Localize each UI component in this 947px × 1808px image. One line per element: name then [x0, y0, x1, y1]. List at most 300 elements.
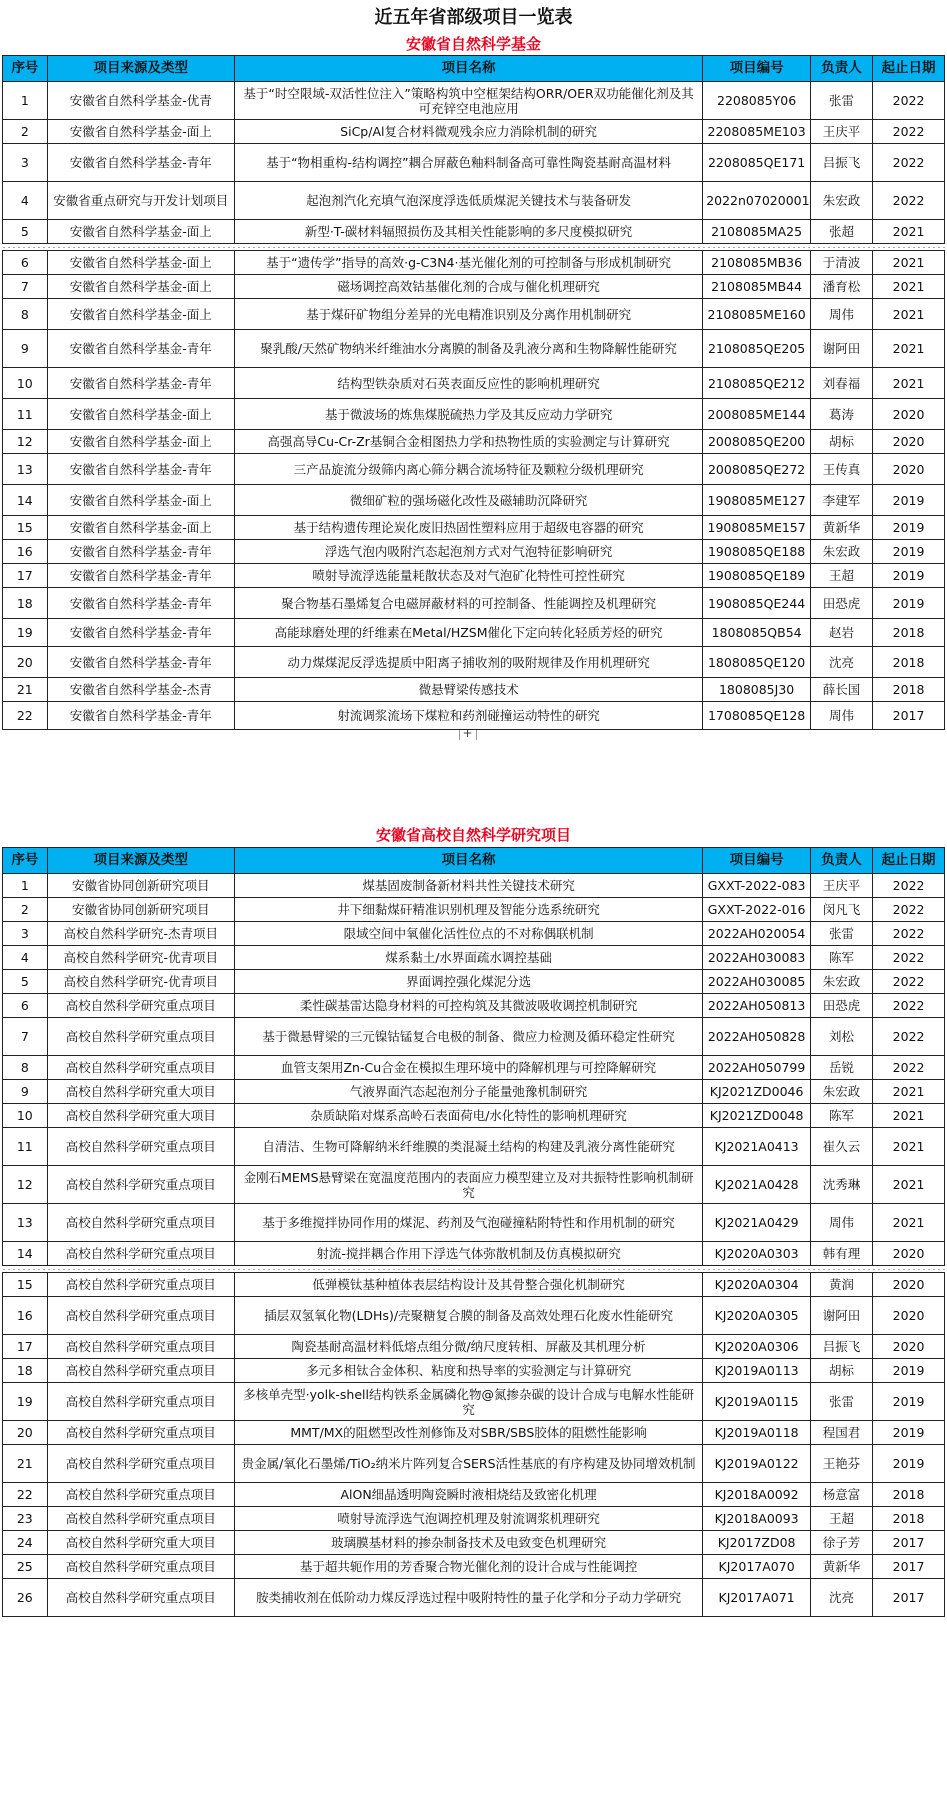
table-row	[3, 1080, 945, 1104]
table-cell: 2021	[873, 275, 945, 299]
table-row	[3, 647, 945, 678]
table-cell: 4	[3, 946, 48, 970]
table-cell: 喷射导流浮选气泡调控机理及射流调浆机理研究	[234, 1507, 702, 1531]
table-cell: 1808085J30	[703, 678, 811, 702]
table-cell: 2008085ME144	[703, 399, 811, 430]
table-cell: 3	[3, 922, 48, 946]
table-cell: 安徽省自然科学基金-面上	[47, 516, 234, 540]
table-cell: 高校自然科学研究重点项目	[47, 1128, 234, 1166]
table-cell: 2019	[873, 485, 945, 516]
table-cell: 2108085MB36	[703, 251, 811, 275]
table-cell: 1908085QE244	[703, 588, 811, 619]
table-cell: 2022	[873, 970, 945, 994]
table-cell: 20	[3, 647, 48, 678]
table-cell: 1808085QB54	[703, 619, 811, 647]
table-cell: 赵岩	[811, 619, 873, 647]
table-cell: 安徽省自然科学基金-面上	[47, 399, 234, 430]
table-cell: 17	[3, 564, 48, 588]
table-cell: 2022	[873, 922, 945, 946]
table-cell: KJ2021A0429	[703, 1204, 811, 1242]
table-cell: KJ2021A0413	[703, 1128, 811, 1166]
table-cell: 周伟	[811, 702, 873, 730]
insert-row	[3, 730, 945, 741]
table-cell: 田恐虎	[811, 994, 873, 1018]
table-cell: KJ2019A0115	[703, 1383, 811, 1421]
column-header: 项目来源及类型	[47, 848, 234, 874]
table-row	[3, 182, 945, 220]
table-cell: 高校自然科学研究重点项目	[47, 1359, 234, 1383]
table-cell: 26	[3, 1579, 48, 1617]
table-cell: 杂质缺陷对煤系高岭石表面荷电/水化特性的影响机理研究	[234, 1104, 702, 1128]
header-row	[3, 56, 945, 82]
table-cell: 19	[3, 619, 48, 647]
table-cell: SiCp/Al复合材料微观残余应力消除机制的研究	[234, 120, 702, 144]
table-cell: 16	[3, 1297, 48, 1335]
table-cell: 安徽省重点研究与开发计划项目	[47, 182, 234, 220]
table-row	[3, 516, 945, 540]
table-cell: 11	[3, 1128, 48, 1166]
table-cell: 22	[3, 702, 48, 730]
table-row	[3, 454, 945, 485]
table-cell: 杨意富	[811, 1483, 873, 1507]
table-cell: KJ2020A0303	[703, 1242, 811, 1266]
table-cell: 1908085QE189	[703, 564, 811, 588]
table-cell: 高校自然科学研究重点项目	[47, 1507, 234, 1531]
table-cell: 2018	[873, 619, 945, 647]
table-row	[3, 1483, 945, 1507]
table-cell: 7	[3, 1018, 48, 1056]
table-cell: 2018	[873, 678, 945, 702]
table-cell: 2008085QE200	[703, 430, 811, 454]
table-cell: 19	[3, 1383, 48, 1421]
table-cell: 安徽省自然科学基金-面上	[47, 275, 234, 299]
table-cell: 2021	[873, 220, 945, 244]
table-cell: 安徽省自然科学基金-面上	[47, 251, 234, 275]
column-header: 项目编号	[703, 56, 811, 82]
table-cell: 陈军	[811, 946, 873, 970]
table-cell: 气液界面汽态起泡剂分子能量弛豫机制研究	[234, 1080, 702, 1104]
table-cell: 安徽省自然科学基金-面上	[47, 430, 234, 454]
table-cell: 王超	[811, 564, 873, 588]
table-cell: 高校自然科学研究重点项目	[47, 1166, 234, 1204]
table-cell: 金刚石MEMS悬臂梁在宽温度范围内的表面应力模型建立及对共振特性影响机制研究	[234, 1166, 702, 1204]
table-cell: KJ2021ZD0048	[703, 1104, 811, 1128]
table-cell: 2017	[873, 1579, 945, 1617]
table-cell: 胺类捕收剂在低阶动力煤反浮选过程中吸附特性的量子化学和分子动力学研究	[234, 1579, 702, 1617]
table-row	[3, 399, 945, 430]
column-header: 负责人	[811, 56, 873, 82]
table-row	[3, 1421, 945, 1445]
table-row	[3, 970, 945, 994]
table-cell: 高校自然科学研究重点项目	[47, 994, 234, 1018]
table-cell: KJ2020A0306	[703, 1335, 811, 1359]
table-cell: 2021	[873, 299, 945, 330]
table-cell: 基于煤矸矿物组分差异的光电精准识别及分离作用机制研究	[234, 299, 702, 330]
table-row	[3, 1335, 945, 1359]
table-cell: 2022AH020054	[703, 922, 811, 946]
table-cell: 张超	[811, 220, 873, 244]
table-row	[3, 1273, 945, 1297]
table-row	[3, 540, 945, 564]
table-cell: 浮选气泡内吸附汽态起泡剂方式对气泡特征影响研究	[234, 540, 702, 564]
table-cell: KJ2019A0113	[703, 1359, 811, 1383]
column-header: 项目名称	[234, 56, 702, 82]
table-cell: GXXT-2022-083	[703, 874, 811, 898]
table-cell: 24	[3, 1531, 48, 1555]
table-cell: 高校自然科学研究重点项目	[47, 1421, 234, 1445]
table-cell: 安徽省自然科学基金-青年	[47, 702, 234, 730]
table-cell: 安徽省自然科学基金-面上	[47, 120, 234, 144]
table-cell: 起泡剂汽化充填气泡深度浮选低质煤泥关键技术与装备研发	[234, 182, 702, 220]
table-cell: 7	[3, 275, 48, 299]
table-cell: 2022AH030085	[703, 970, 811, 994]
table-row	[3, 1104, 945, 1128]
table-cell: 张雷	[811, 82, 873, 120]
table-row	[3, 898, 945, 922]
table-cell: 2019	[873, 540, 945, 564]
table-cell: 2019	[873, 516, 945, 540]
table-cell: 2018	[873, 1483, 945, 1507]
table-cell: 磁场调控高效钴基催化剂的合成与催化机理研究	[234, 275, 702, 299]
table-cell: 安徽省自然科学基金-青年	[47, 144, 234, 182]
table-cell: 高强高导Cu-Cr-Zr基铜合金相图热力学和热物性质的实验测定与计算研究	[234, 430, 702, 454]
table-cell: 黄润	[811, 1273, 873, 1297]
add-row-button[interactable]: +	[459, 730, 477, 741]
table-cell: 21	[3, 1445, 48, 1483]
table-row	[3, 1056, 945, 1080]
table-cell: 井下细黏煤矸精准识别机理及智能分选系统研究	[234, 898, 702, 922]
table-cell: 吕振飞	[811, 144, 873, 182]
table-cell: 2022AH050813	[703, 994, 811, 1018]
table-cell: 安徽省自然科学基金-青年	[47, 454, 234, 485]
table-cell: 聚合物基石墨烯复合电磁屏蔽材料的可控制备、性能调控及机理研究	[234, 588, 702, 619]
table-cell: 高校自然科学研究重点项目	[47, 1297, 234, 1335]
table-cell: 微悬臂梁传感技术	[234, 678, 702, 702]
table-cell: 6	[3, 251, 48, 275]
table-cell: 安徽省自然科学基金-青年	[47, 619, 234, 647]
table-cell: 三产品旋流分级筛内离心筛分耦合流场特征及颗粒分级机理研究	[234, 454, 702, 485]
table-cell: 喷射导流浮选能量耗散状态及对气泡矿化特性可控性研究	[234, 564, 702, 588]
table-cell: 23	[3, 1507, 48, 1531]
table-anhui-nsf	[2, 55, 945, 740]
table-cell: 安徽省自然科学基金-青年	[47, 588, 234, 619]
table-cell: 沈亮	[811, 1579, 873, 1617]
table-cell: 胡标	[811, 430, 873, 454]
table-cell: 高校自然科学研究重点项目	[47, 1335, 234, 1359]
table-cell: 2021	[873, 1128, 945, 1166]
table-cell: 2108085MA25	[703, 220, 811, 244]
table-cell: 2108085ME160	[703, 299, 811, 330]
table-cell: 朱宏政	[811, 970, 873, 994]
table-row	[3, 922, 945, 946]
table-cell: 2017	[873, 702, 945, 730]
table-cell: KJ2018A0093	[703, 1507, 811, 1531]
table-row	[3, 275, 945, 299]
table-cell: 高能球磨处理的纤维素在Metal/HZSM催化下定向转化轻质芳烃的研究	[234, 619, 702, 647]
table-row	[3, 368, 945, 399]
table-cell: 基于“物相重构-结构调控”耦合屏蔽色釉料制备高可靠性陶瓷基耐高温材料	[234, 144, 702, 182]
table-cell: 陶瓷基耐高温材料低熔点组分微/纳尺度转相、屏蔽及其机理分析	[234, 1335, 702, 1359]
table-cell: 2018	[873, 1507, 945, 1531]
table-cell: 高校自然科学研究重点项目	[47, 1273, 234, 1297]
table-cell: 高校自然科学研究重大项目	[47, 1104, 234, 1128]
table-row	[3, 1531, 945, 1555]
table-row	[3, 946, 945, 970]
page-title: 近五年省部级项目一览表	[374, 7, 573, 28]
table-cell: 安徽省自然科学基金-青年	[47, 330, 234, 368]
table-cell: 基于微悬臂梁的三元镍钴锰复合电极的制备、微应力检测及循环稳定性研究	[234, 1018, 702, 1056]
table-cell: 1	[3, 82, 48, 120]
table-cell: 煤系黏土/水界面疏水调控基础	[234, 946, 702, 970]
section-title-nsf: 安徽省自然科学基金	[405, 35, 541, 53]
table-cell: 沈亮	[811, 647, 873, 678]
table-cell: 周伟	[811, 1204, 873, 1242]
table-cell: 于清波	[811, 251, 873, 275]
table-row	[3, 485, 945, 516]
table-cell: 2021	[873, 1104, 945, 1128]
table-cell: 多元多相钛合金体积、粘度和热导率的实验测定与计算研究	[234, 1359, 702, 1383]
table-cell: 基于超共轭作用的芳香聚合物光催化剂的设计合成与性能调控	[234, 1555, 702, 1579]
table-university-research	[2, 847, 945, 1617]
table-cell: 5	[3, 970, 48, 994]
table-cell: 2020	[873, 1335, 945, 1359]
table-cell: 2017	[873, 1531, 945, 1555]
table-cell: 岳锐	[811, 1056, 873, 1080]
table-cell: 2020	[873, 1297, 945, 1335]
table-cell: 高校自然科学研究-杰青项目	[47, 922, 234, 946]
table-cell: AlON细晶透明陶瓷瞬时液相烧结及致密化机理	[234, 1483, 702, 1507]
table-row	[3, 1018, 945, 1056]
table-row	[3, 299, 945, 330]
table-cell: 2022	[873, 898, 945, 922]
table-cell: 张雷	[811, 1383, 873, 1421]
table-cell: 2022AH050799	[703, 1056, 811, 1080]
page-break-row	[3, 1266, 945, 1273]
table-cell: 多核单壳型·yolk-shell结构铁系金属磷化物@氮掺杂碳的设计合成与电解水性能研究	[234, 1383, 702, 1421]
table-cell: 2	[3, 120, 48, 144]
table-row	[3, 1297, 945, 1335]
table-cell: 新型·T-碳材料辐照损伤及其相关性能影响的多尺度模拟研究	[234, 220, 702, 244]
table-cell: 高校自然科学研究重点项目	[47, 1204, 234, 1242]
table-cell: 结构型铁杂质对石英表面反应性的影响机理研究	[234, 368, 702, 399]
column-header: 负责人	[811, 848, 873, 874]
table-cell: 潘育松	[811, 275, 873, 299]
table-cell: 安徽省自然科学基金-青年	[47, 647, 234, 678]
table-cell: 8	[3, 1056, 48, 1080]
table-cell: 4	[3, 182, 48, 220]
table-cell: 高校自然科学研究重点项目	[47, 1445, 234, 1483]
table-cell: 崔久云	[811, 1128, 873, 1166]
table-cell: 1808085QE120	[703, 647, 811, 678]
table-cell: 15	[3, 1273, 48, 1297]
table-cell: 8	[3, 299, 48, 330]
header-row	[3, 848, 945, 874]
table-cell: 射流调浆流场下煤粒和药剂碰撞运动特性的研究	[234, 702, 702, 730]
table-cell: 高校自然科学研究重点项目	[47, 1579, 234, 1617]
table-cell: 2021	[873, 1080, 945, 1104]
table-cell: 1708085QE128	[703, 702, 811, 730]
table-cell: 2020	[873, 1242, 945, 1266]
table-cell: 2019	[873, 588, 945, 619]
table-row	[3, 678, 945, 702]
table-cell: 2022n07020001	[703, 182, 811, 220]
table-cell: 沈秀琳	[811, 1166, 873, 1204]
table-cell: 2021	[873, 330, 945, 368]
table-cell: 11	[3, 399, 48, 430]
table-cell: 聚乳酸/天然矿物纳米纤维油水分离膜的制备及乳液分离和生物降解性能研究	[234, 330, 702, 368]
table-cell: 2021	[873, 1204, 945, 1242]
table-cell: 高校自然科学研究重大项目	[47, 1080, 234, 1104]
table-cell: 14	[3, 485, 48, 516]
section-title-university: 安徽省高校自然科学研究项目	[375, 826, 571, 844]
table-cell: 王超	[811, 1507, 873, 1531]
table-cell: KJ2019A0122	[703, 1445, 811, 1483]
column-header: 序号	[3, 848, 48, 874]
table-cell: 吕振飞	[811, 1335, 873, 1359]
table-cell: 13	[3, 1204, 48, 1242]
table-cell: 9	[3, 1080, 48, 1104]
table-cell: 自清洁、生物可降解纳米纤维膜的类混凝土结构的构建及乳液分离性能研究	[234, 1128, 702, 1166]
table-cell: 2008085QE272	[703, 454, 811, 485]
table-cell: 基于“时空限域-双活性位注入”策略构筑中空框架结构ORR/OER双功能催化剂及其可充锌空电池应用	[234, 82, 702, 120]
table-cell: 葛涛	[811, 399, 873, 430]
table-row	[3, 1555, 945, 1579]
table-cell: 谢阿田	[811, 330, 873, 368]
table-cell: 黄新华	[811, 1555, 873, 1579]
table-cell: 2108085MB44	[703, 275, 811, 299]
table-cell: 10	[3, 1104, 48, 1128]
table-cell: 2019	[873, 1445, 945, 1483]
table-cell: 21	[3, 678, 48, 702]
table-cell: 安徽省自然科学基金-面上	[47, 299, 234, 330]
table-row	[3, 874, 945, 898]
table-cell: 安徽省自然科学基金-面上	[47, 485, 234, 516]
table-cell: 程国君	[811, 1421, 873, 1445]
table-cell: 胡标	[811, 1359, 873, 1383]
table-row	[3, 1383, 945, 1421]
table-cell: 2021	[873, 251, 945, 275]
table-row	[3, 120, 945, 144]
table-cell: 2022	[873, 874, 945, 898]
table-cell: 18	[3, 1359, 48, 1383]
table-cell: 2017	[873, 1555, 945, 1579]
table-cell: 安徽省自然科学基金-杰青	[47, 678, 234, 702]
table-cell: KJ2019A0118	[703, 1421, 811, 1445]
table-cell: 13	[3, 454, 48, 485]
table-cell: 25	[3, 1555, 48, 1579]
table-cell: 王传真	[811, 454, 873, 485]
table-cell: 2208085ME103	[703, 120, 811, 144]
table-cell: 血管支架用Zn-Cu合金在模拟生理环境中的降解机理与可控降解研究	[234, 1056, 702, 1080]
table-cell: 徐子芳	[811, 1531, 873, 1555]
table-cell: 黄新华	[811, 516, 873, 540]
table-cell: 谢阿田	[811, 1297, 873, 1335]
table-row	[3, 588, 945, 619]
table-row	[3, 1359, 945, 1383]
table-cell: 动力煤煤泥反浮选提质中阳离子捕收剂的吸附规律及作用机理研究	[234, 647, 702, 678]
table-cell: 刘春福	[811, 368, 873, 399]
column-header: 项目来源及类型	[47, 56, 234, 82]
table-cell: 刘松	[811, 1018, 873, 1056]
table-cell: 14	[3, 1242, 48, 1266]
table-row	[3, 564, 945, 588]
table-cell: 2208085Y06	[703, 82, 811, 120]
table-cell: 22	[3, 1483, 48, 1507]
table-cell: 2208085QE171	[703, 144, 811, 182]
table-cell: 20	[3, 1421, 48, 1445]
table-cell: 2022	[873, 144, 945, 182]
table-cell: 10	[3, 368, 48, 399]
table-cell: 2022	[873, 946, 945, 970]
table-cell: 安徽省自然科学基金-青年	[47, 540, 234, 564]
table-cell: 微细矿粒的强场磁化改性及磁辅助沉降研究	[234, 485, 702, 516]
table-cell: 低弹模钛基种植体表层结构设计及其骨整合强化机制研究	[234, 1273, 702, 1297]
table-cell: 安徽省协同创新研究项目	[47, 898, 234, 922]
column-header: 起止日期	[873, 848, 945, 874]
page-break-row	[3, 244, 945, 251]
table-cell: 周伟	[811, 299, 873, 330]
table-row	[3, 702, 945, 730]
table-cell: MMT/MX的阻燃型改性剂修饰及对SBR/SBS胶体的阻燃性能影响	[234, 1421, 702, 1445]
table-row	[3, 144, 945, 182]
table-cell: 2021	[873, 1166, 945, 1204]
table-cell: 5	[3, 220, 48, 244]
table-cell: GXXT-2022-016	[703, 898, 811, 922]
table-cell: 安徽省自然科学基金-优青	[47, 82, 234, 120]
table-row	[3, 1128, 945, 1166]
table-row	[3, 430, 945, 454]
table-cell: 韩有理	[811, 1242, 873, 1266]
table-cell: 张雷	[811, 922, 873, 946]
table-cell: 基于结构遗传理论炭化废旧热固性塑料应用于超级电容器的研究	[234, 516, 702, 540]
table-cell: 安徽省协同创新研究项目	[47, 874, 234, 898]
table-cell: 柔性碳基雷达隐身材料的可控构筑及其微波吸收调控机制研究	[234, 994, 702, 1018]
table-cell: 高校自然科学研究-优青项目	[47, 970, 234, 994]
table-cell: KJ2020A0305	[703, 1297, 811, 1335]
table-cell: 2019	[873, 564, 945, 588]
table-row	[3, 82, 945, 120]
table-cell: 高校自然科学研究重点项目	[47, 1056, 234, 1080]
table-cell: 17	[3, 1335, 48, 1359]
table-cell: 高校自然科学研究重点项目	[47, 1383, 234, 1421]
table-cell: 2022	[873, 120, 945, 144]
table-row	[3, 251, 945, 275]
table-cell: 2021	[873, 368, 945, 399]
table-cell: 2020	[873, 1273, 945, 1297]
table-cell: 16	[3, 540, 48, 564]
table-cell: 朱宏政	[811, 1080, 873, 1104]
table-cell: 插层双氢氧化物(LDHs)/壳聚糖复合膜的制备及高效处理石化废水性能研究	[234, 1297, 702, 1335]
table-cell: 安徽省自然科学基金-青年	[47, 368, 234, 399]
table-cell: 高校自然科学研究-优青项目	[47, 946, 234, 970]
table-cell: 12	[3, 430, 48, 454]
table-cell: KJ2021A0428	[703, 1166, 811, 1204]
table-cell: 射流-搅拌耦合作用下浮选气体弥散机制及仿真模拟研究	[234, 1242, 702, 1266]
table-row	[3, 1507, 945, 1531]
table-cell: 18	[3, 588, 48, 619]
table-cell: 1908085ME157	[703, 516, 811, 540]
table-cell: 陈军	[811, 1104, 873, 1128]
table-row	[3, 1204, 945, 1242]
table-cell: 2108085QE212	[703, 368, 811, 399]
table-cell: 薛长国	[811, 678, 873, 702]
table-cell: 2020	[873, 454, 945, 485]
table-row	[3, 619, 945, 647]
table-cell: 15	[3, 516, 48, 540]
column-header: 项目编号	[703, 848, 811, 874]
table-cell: 1908085ME127	[703, 485, 811, 516]
table-cell: 2022	[873, 1018, 945, 1056]
